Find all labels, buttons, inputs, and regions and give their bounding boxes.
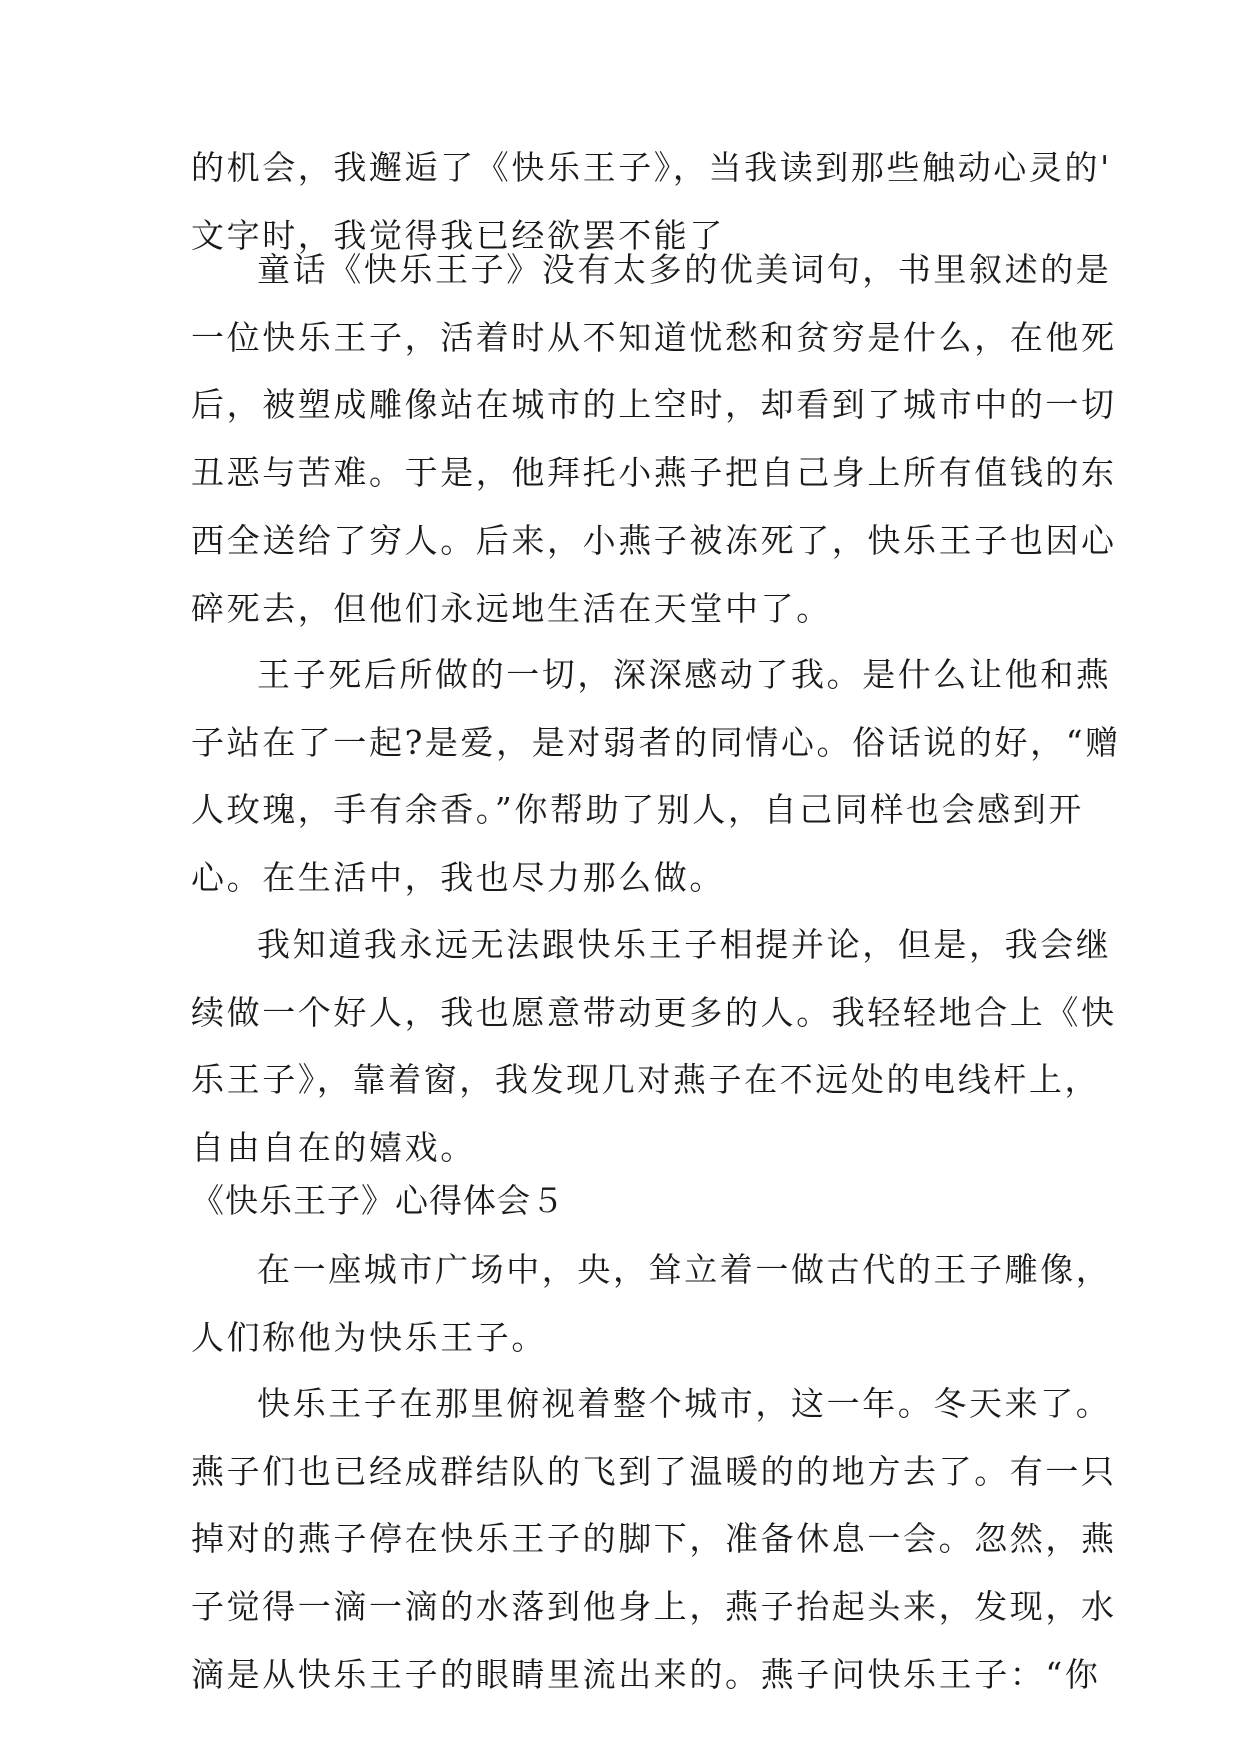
text-line: 乐王子》，靠着窗，我发现几对燕子在不远处的电线杆上，	[191, 1060, 1101, 1100]
text-line: 掉对的燕子停在快乐王子的脚下，准备休息一会。忽然，燕	[191, 1519, 1117, 1559]
section-title: 《快乐王子》心得体会５	[191, 1181, 565, 1220]
text-line: 人玫瑰，手有余香。”你帮助了别人，自己同样也会感到开	[191, 790, 1084, 830]
text-line: 在一座城市广场中，央，耸立着一做古代的王子雕像，	[257, 1250, 1112, 1289]
text-line: 心。在生活中，我也尽力那么做。	[191, 858, 725, 898]
text-line: 滴是从快乐王子的眼睛里流出来的。燕子问快乐王子：“你	[191, 1654, 1101, 1694]
paragraph-fairy-tale-summary	[191, 236, 1117, 642]
text-line: 丑恶与苦难。于是，他拜托小燕子把自己身上所有值钱的东	[191, 453, 1117, 493]
text-line: 快乐王子在那里俯视着整个城市，这一年。冬天来了。	[257, 1384, 1112, 1423]
text-line: 后，被塑成雕像站在城市的上空时，却看到了城市中的一切	[191, 385, 1117, 425]
text-line: 一位快乐王子，活着时从不知道忧愁和贫穷是什么，在他死	[191, 317, 1117, 357]
text-line: 文字时，我觉得我已经欲罢不能了	[191, 215, 725, 255]
text-line: 碎死去，但他们永远地生活在天堂中了。	[191, 588, 832, 628]
section-heading	[191, 1167, 565, 1235]
text-line: 人们称他为快乐王子。	[191, 1317, 547, 1357]
text-line: 续做一个好人，我也愿意带动更多的人。我轻轻地合上《快	[191, 992, 1117, 1032]
paragraph-conclusion	[191, 911, 1117, 1182]
paragraph-statue-intro	[191, 1236, 1111, 1371]
text-line: 童话《快乐王子》没有太多的优美词句，书里叙述的是	[257, 250, 1112, 289]
text-line: 自由自在的嬉戏。	[191, 1128, 476, 1168]
text-line: 的机会，我邂逅了《快乐王子》，当我读到那些触动心灵的'	[191, 148, 1112, 187]
text-line: 子觉得一滴一滴的水落到他身上，燕子抬起头来，发现，水	[191, 1587, 1117, 1627]
text-line: 燕子们也已经成群结队的飞到了温暖的的地方去了。有一只	[191, 1451, 1117, 1491]
text-line: 王子死后所做的一切，深深感动了我。是什么让他和燕	[257, 655, 1112, 694]
paragraph-swallow-story	[191, 1370, 1117, 1709]
text-line: 西全送给了穷人。后来，小燕子被冻死了，快乐王子也因心	[191, 520, 1117, 560]
text-line: 子站在了一起?是爱，是对弱者的同情心。俗话说的好，“赠	[191, 722, 1121, 762]
text-line: 我知道我永远无法跟快乐王子相提并论，但是，我会继	[257, 925, 1112, 964]
paragraph-prince-moved-me	[191, 641, 1121, 912]
